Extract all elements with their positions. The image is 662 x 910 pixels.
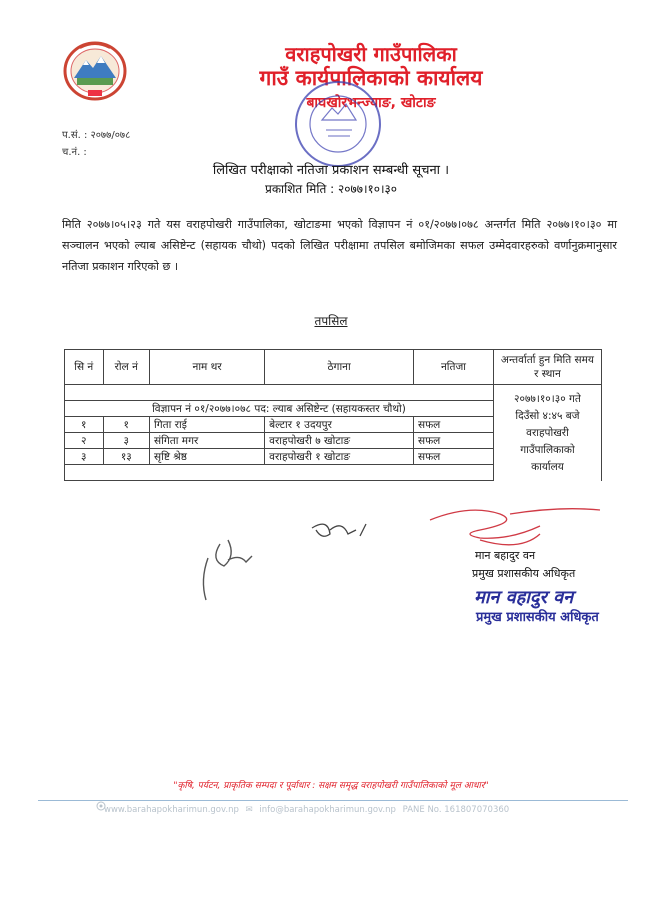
signatory-title: प्रमुख प्रशासकीय अधिकृत (472, 567, 576, 580)
interview-date: २०७७।१०।३० गते (514, 393, 581, 405)
footer-divider (38, 800, 628, 801)
cell-address: वराहपोखरी ७ खोटाङ (265, 433, 414, 449)
footer-contact (104, 805, 513, 815)
cell-result: सफल (413, 417, 493, 433)
interview-time: दिउँसो ४:४५ बजे (515, 410, 580, 422)
footer-motto: "कृषि, पर्यटन, प्राकृतिक सम्पदा र पूर्वाधार : सक्षम समृद्ध वराहपोखरी गाउँपालिकाको मूल आधार" (173, 781, 489, 791)
cell-sn: १ (65, 417, 104, 433)
schedule-title: तपसिल (314, 314, 348, 328)
table-header-row (65, 350, 602, 385)
footer-pan: PANE No. 161807070360 (402, 805, 510, 815)
cell-roll: १ (103, 417, 149, 433)
results-table (64, 349, 602, 481)
cell-address: वराहपोखरी १ खोटाङ (265, 449, 414, 465)
notice-title: लिखित परीक्षाको नतिजा प्रकाशन सम्बन्धी सूचना । (212, 163, 450, 178)
cell-result: सफल (413, 449, 493, 465)
office-address: बाघखोरभन्ज्याङ, खोटाङ (306, 95, 436, 111)
cell-sn: २ (65, 433, 104, 449)
published-date: प्रकाशित मिति : २०७७।१०।३० (265, 182, 397, 196)
title-stamp: प्रमुख प्रशासकीय अधिकृत (476, 610, 599, 625)
dispatch-number: च.नं. : (62, 147, 87, 158)
footer-website: www.barahapokharimun.gov.np (104, 805, 239, 815)
signatory-name: मान बहादुर वन (475, 549, 536, 562)
spacer-row (65, 385, 602, 401)
office-seal-stamp (292, 78, 384, 170)
interview-schedule-cell (493, 385, 601, 481)
col-header-sn: सि नं (65, 350, 104, 385)
interview-venue-2: गाउँपालिकाको (520, 444, 575, 456)
name-stamp: मान वहादुर वन (474, 587, 574, 608)
email-icon: ✉ (245, 805, 253, 815)
municipality-name: वराहपोखरी गाउँपालिका (285, 42, 457, 66)
office-name: गाउँ कार्यपालिकाको कार्यालय (259, 66, 483, 90)
footer-email: info@barahapokharimun.gov.np (259, 805, 396, 815)
interview-venue-1: वराहपोखरी (526, 427, 569, 439)
cell-sn: ३ (65, 449, 104, 465)
notice-body: मिति २०७७।०५।२३ गते यस वराहपोखरी गाउँपालिका, खोटाङमा भएको विज्ञापन नं ०१/२०७७।०७८ अन्तर्गत मिति २०७७।१०।३० मा सञ्चालन भएको ल्याब असिष्टेन्ट (सहायक चौथो) पदको लिखित परीक्षामा तपसिल बमोजिमका सफल उम्मेदवारहरुको वर्णानुक्रमानुसार नतिजा प्रकाशन गरिएको छ । (62, 218, 617, 273)
cell-name: सृष्टि श्रेष्ठ (150, 449, 265, 465)
col-header-roll: रोल नं (103, 350, 149, 385)
col-header-result: नतिजा (413, 350, 493, 385)
cell-name: संगिता मगर (150, 433, 265, 449)
reference-number: प.सं. : २०७७/०७८ (62, 130, 131, 141)
advertisement-text: विज्ञापन नं ०१/२०७७।०७८ पद: ल्याब असिष्टेन्ट (सहायकस्तर चौथो) (65, 401, 494, 417)
col-header-name: नाम थर (150, 350, 265, 385)
cell-name: गिता राई (150, 417, 265, 433)
cell-result: सफल (413, 433, 493, 449)
col-header-interview: अन्तर्वार्ता हुन मिति समय र स्थान (493, 350, 601, 385)
cell-roll: ३ (103, 433, 149, 449)
col-header-address: ठेगाना (265, 350, 414, 385)
cell-address: बेल्टार १ उदयपुर (265, 417, 414, 433)
cell-roll: १३ (103, 449, 149, 465)
interview-venue-3: कार्यालय (531, 461, 564, 473)
